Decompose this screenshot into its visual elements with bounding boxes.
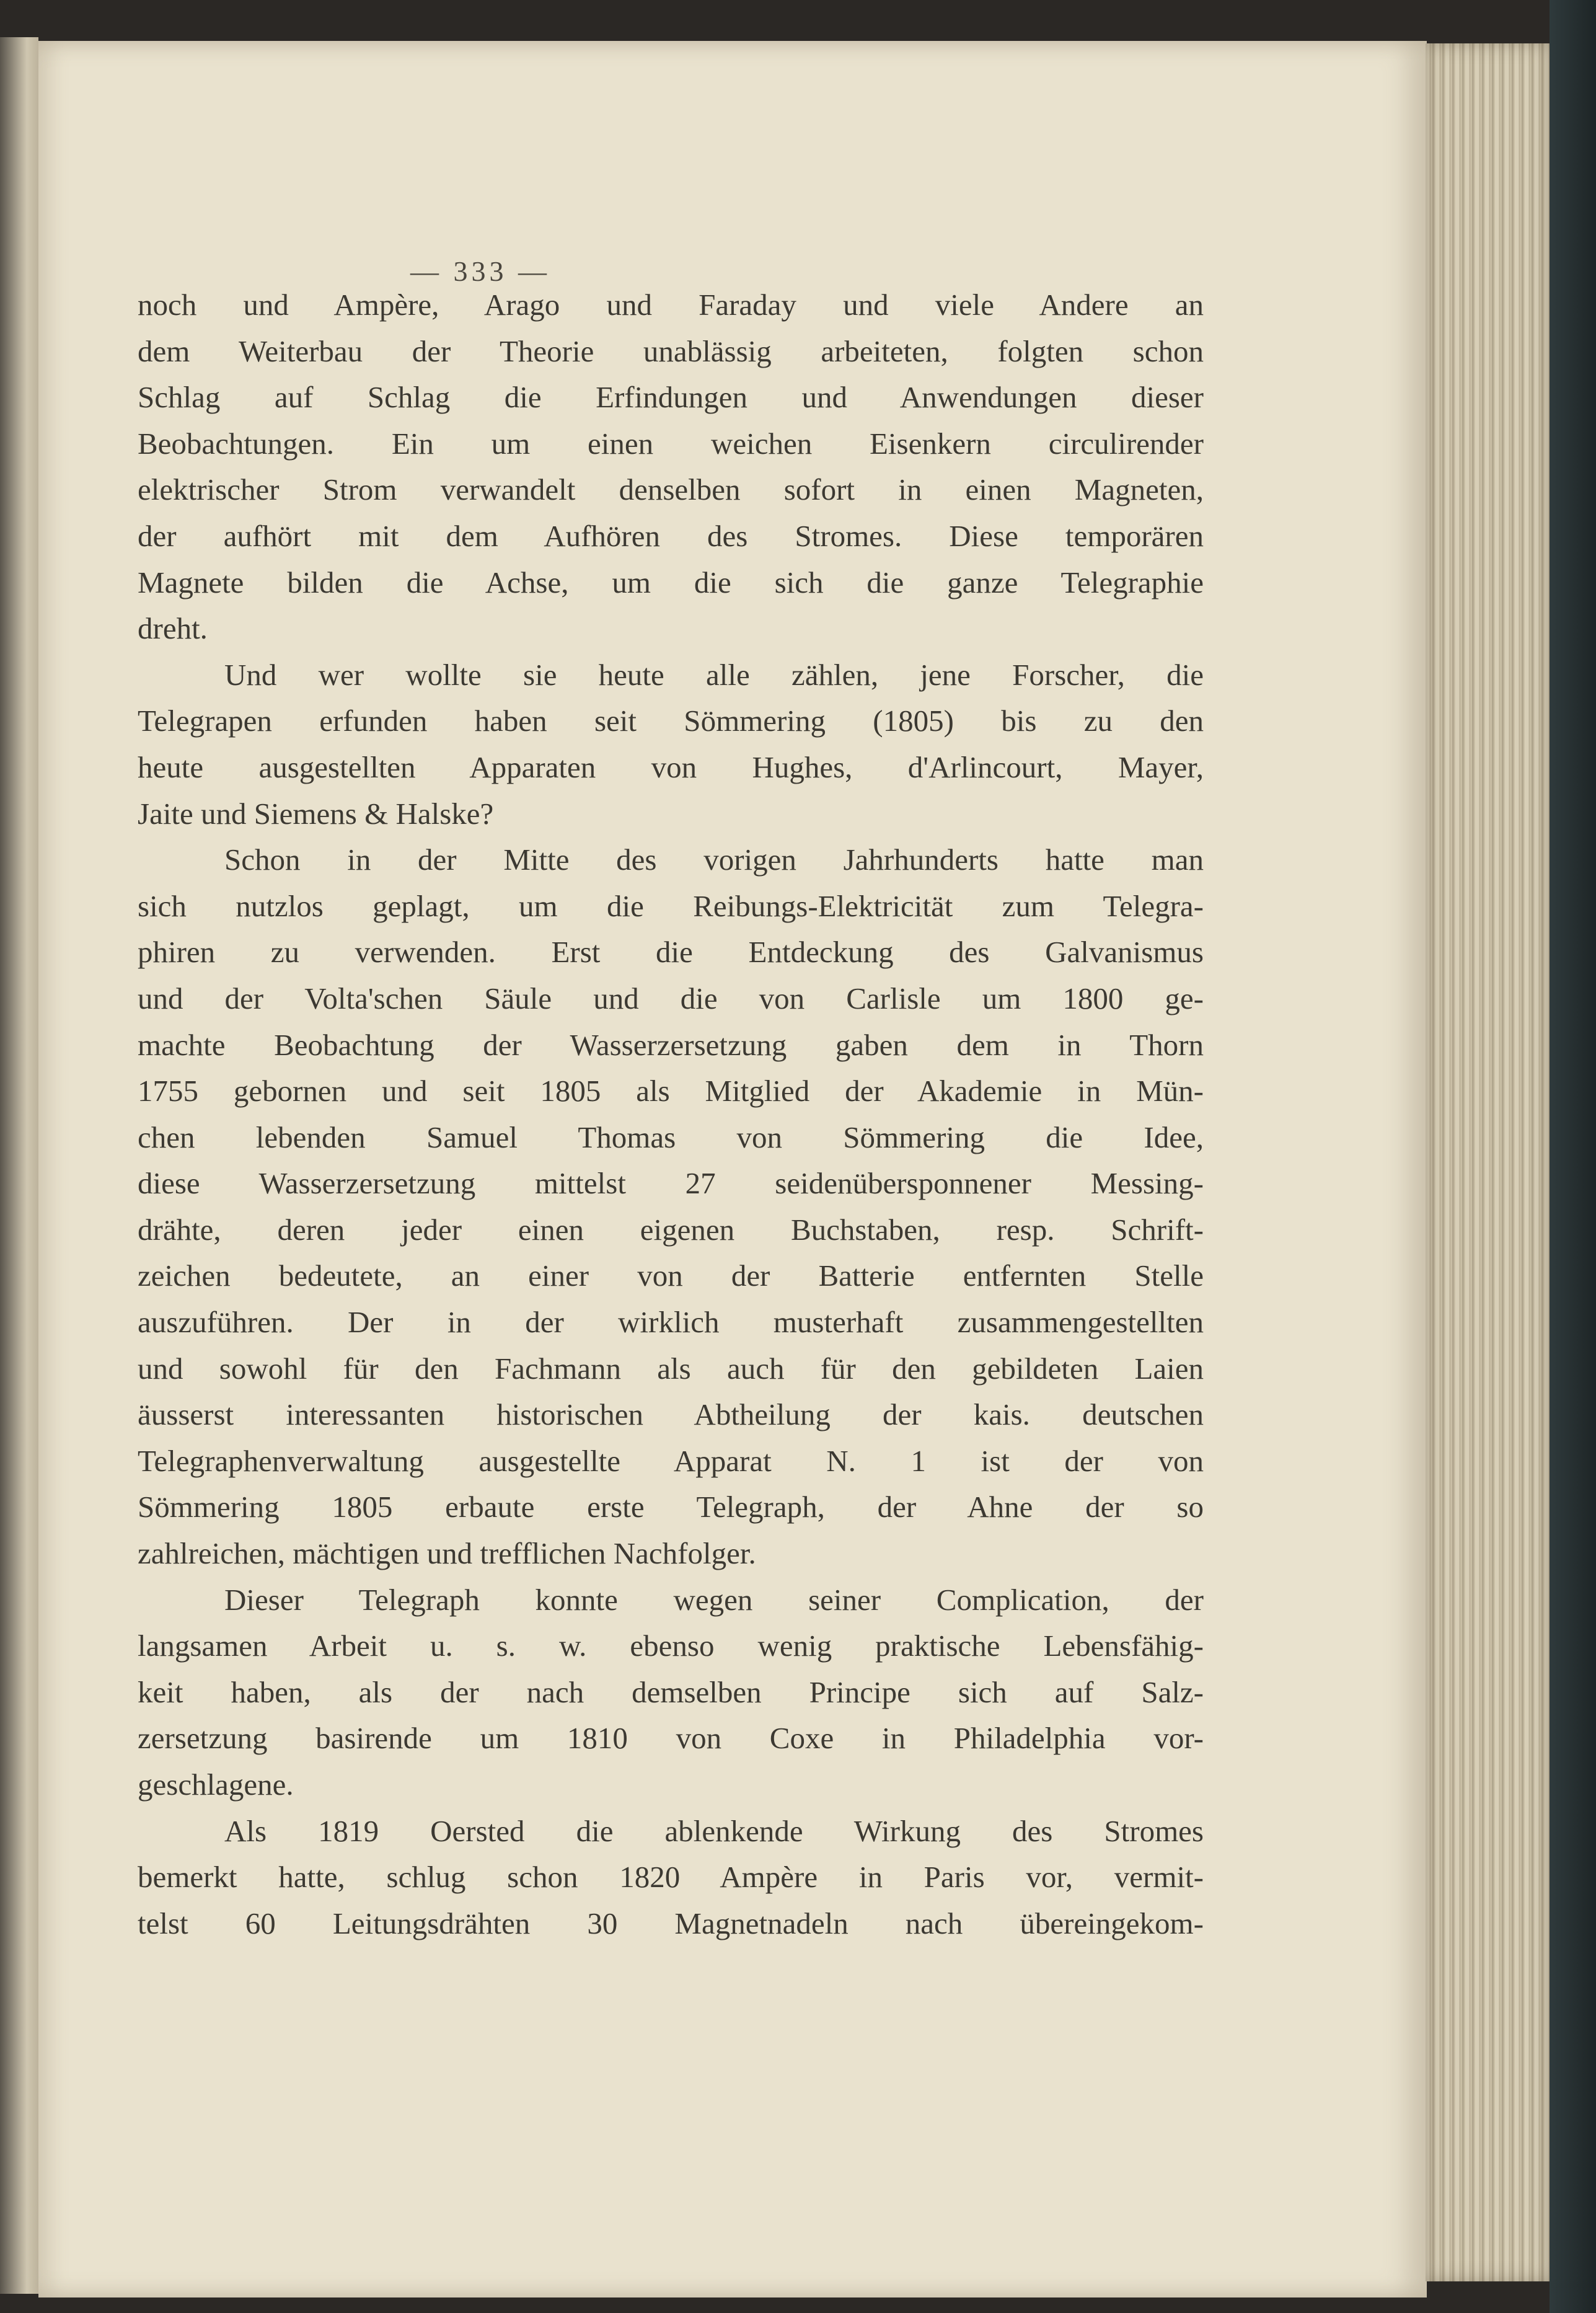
page-stack-edges — [1426, 43, 1550, 2281]
text-line: Telegrapen erfunden haben seit Sömmering (1805) bis zu den — [138, 704, 1204, 738]
text-line: 1755 gebornen und seit 1805 als Mitglied der Akademie in Mün- — [138, 1074, 1204, 1108]
text-line: Telegraphenverwaltung ausgestellte Apparat N. 1 ist der von — [138, 1443, 1204, 1478]
text-line: Jaite und Siemens & Halske? — [138, 796, 494, 831]
text-line: bemerkt hatte, schlug schon 1820 Ampère in Paris vor, vermit- — [138, 1860, 1204, 1895]
text-line: Schon in der Mitte des vorigen Jahrhunderts hatte man — [224, 842, 1204, 877]
text-line: dem Weiterbau der Theorie unablässig arbeiteten, folgten schon — [138, 334, 1204, 368]
text-line: Sömmering 1805 erbaute erste Telegraph, der Ahne der so — [138, 1490, 1204, 1524]
text-line: dreht. — [138, 611, 208, 646]
facing-page-edge — [0, 37, 38, 2294]
text-line: auszuführen. Der in der wirklich musterhaft zusammengestellten — [138, 1305, 1204, 1340]
text-line: Magnete bilden die Achse, um die sich die ganze Telegraphie — [138, 565, 1204, 599]
text-line: der aufhört mit dem Aufhören des Stromes. Diese temporären — [138, 518, 1204, 553]
text-line: zahlreichen, mächtigen und trefflichen Nachfolger. — [138, 1536, 756, 1571]
text-line: Beobachtungen. Ein um einen weichen Eisenkern circulirender — [138, 426, 1204, 461]
text-line: phiren zu verwenden. Erst die Entdeckung des Galvanismus — [138, 935, 1204, 970]
text-line: Und wer wollte sie heute alle zählen, jene Forscher, die — [224, 657, 1204, 692]
text-line: zeichen bedeutete, an einer von der Batterie entfernten Stelle — [138, 1258, 1204, 1293]
text-line: sich nutzlos geplagt, um die Reibungs-Elektricität zum Telegra- — [138, 888, 1204, 923]
text-line: und sowohl für den Fachmann als auch für den gebildeten Laien — [138, 1351, 1204, 1386]
page-number: — 333 — — [410, 255, 550, 287]
text-line: Als 1819 Oersted die ablenkende Wirkung des Stromes — [224, 1813, 1204, 1848]
text-line: chen lebenden Samuel Thomas von Sömmering die Idee, — [138, 1120, 1204, 1154]
text-line: elektrischer Strom verwandelt denselben sofort in einen Magneten, — [138, 472, 1204, 507]
text-line: keit haben, als der nach demselben Principe sich auf Salz- — [138, 1674, 1204, 1709]
text-line: Schlag auf Schlag die Erfindungen und Anwendungen dieser — [138, 380, 1204, 415]
text-line: geschlagene. — [138, 1767, 294, 1802]
text-line: und der Volta'schen Säule und die von Carlisle um 1800 ge- — [138, 981, 1204, 1015]
text-line: diese Wasserzersetzung mittelst 27 seidenübersponnener Messing- — [138, 1166, 1204, 1201]
text-line: machte Beobachtung der Wasserzersetzung gaben dem in Thorn — [138, 1027, 1204, 1062]
text-line: noch und Ampère, Arago und Faraday und viele Andere an — [138, 288, 1204, 322]
text-line: Dieser Telegraph konnte wegen seiner Complication, der — [224, 1582, 1204, 1617]
text-line: telst 60 Leitungsdrähten 30 Magnetnadeln nach übereingekom- — [138, 1906, 1204, 1940]
text-line: zersetzung basirende um 1810 von Coxe in Philadelphia vor- — [138, 1721, 1204, 1756]
text-line: drähte, deren jeder einen eigenen Buchstaben, resp. Schrift- — [138, 1212, 1204, 1247]
text-line: heute ausgestellten Apparaten von Hughes, d'Arlincourt, Mayer, — [138, 750, 1204, 784]
text-line: äusserst interessanten historischen Abtheilung der kais. deutschen — [138, 1397, 1204, 1432]
body-text — [138, 282, 1204, 1947]
text-line: langsamen Arbeit u. s. w. ebenso wenig praktische Lebensfähig- — [138, 1629, 1204, 1663]
book-cover-edge — [1550, 0, 1596, 2313]
